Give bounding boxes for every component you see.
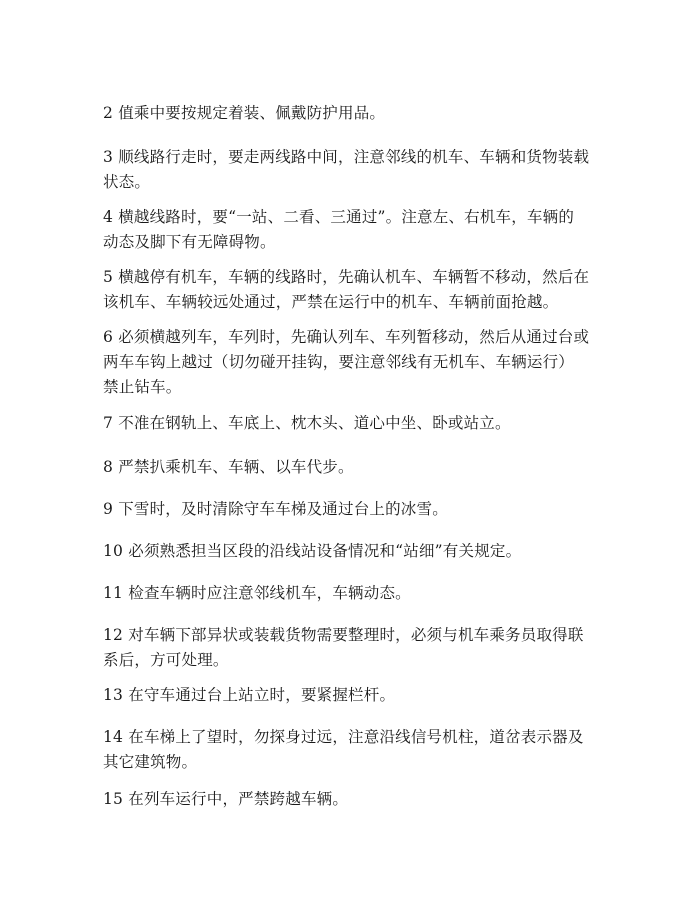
text-line: 动态及脚下有无障碍物。 [103, 233, 276, 251]
text-line: 其它建筑物。 [103, 753, 198, 771]
rule-item-11 [103, 581, 603, 606]
text-line: 该机车、车辆较远处通过，严禁在运行中的机车、车辆前面抢越。 [103, 293, 559, 311]
text-line: 8 严禁扒乘机车、车辆、以车代步。 [103, 458, 354, 476]
text-line: 禁止钻车。 [103, 378, 182, 396]
text-line: 14 在车梯上了望时，勿探身过远，注意沿线信号机柱，道岔表示器及 [103, 728, 584, 746]
text-line: 13 在守车通过台上站立时，要紧握栏杆。 [103, 686, 396, 704]
text-line: 2 值乘中要按规定着装、佩戴防护用品。 [103, 104, 386, 122]
text-line: 4 横越线路时，要“一站、二看、三通过”。注意左、右机车，车辆的 [103, 208, 575, 226]
text-line: 11 检查车辆时应注意邻线机车，车辆动态。 [103, 584, 411, 602]
text-line: 3 顺线路行走时，要走两线路中间，注意邻线的机车、车辆和货物装载 [103, 148, 590, 166]
text-line: 6 必须横越列车，车列时，先确认列车、车列暂移动，然后从通过台或 [103, 328, 590, 346]
text-line: 9 下雪时，及时清除守车车梯及通过台上的冰雪。 [103, 500, 448, 518]
rule-item-3 [103, 145, 603, 195]
text-line: 状态。 [103, 173, 151, 191]
rule-item-6 [103, 325, 603, 400]
text-line: 15 在列车运行中，严禁跨越车辆。 [103, 790, 349, 808]
rule-item-4 [103, 205, 603, 255]
text-line: 两车车钩上越过（切勿碰开挂钩，要注意邻线有无机车、车辆运行） [103, 353, 575, 371]
text-line: 系后，方可处理。 [103, 651, 229, 669]
rule-item-14 [103, 725, 603, 775]
rule-item-9 [103, 497, 603, 522]
rule-item-13 [103, 683, 603, 708]
rule-item-15 [103, 787, 603, 812]
text-line: 12 对车辆下部异状或装载货物需要整理时，必须与机车乘务员取得联 [103, 626, 584, 644]
rule-item-10 [103, 539, 603, 564]
rule-item-2 [103, 101, 603, 126]
text-line: 5 横越停有机车，车辆的线路时，先确认机车、车辆暂不移动，然后在 [103, 268, 590, 286]
rule-item-5 [103, 265, 603, 315]
rule-item-8 [103, 455, 603, 480]
text-line: 7 不准在钢轨上、车底上、枕木头、道心中坐、卧或站立。 [103, 414, 511, 432]
rule-item-7 [103, 411, 603, 436]
rule-item-12 [103, 623, 603, 673]
text-line: 10 必须熟悉担当区段的沿线站设备情况和“站细”有关规定。 [103, 542, 522, 560]
